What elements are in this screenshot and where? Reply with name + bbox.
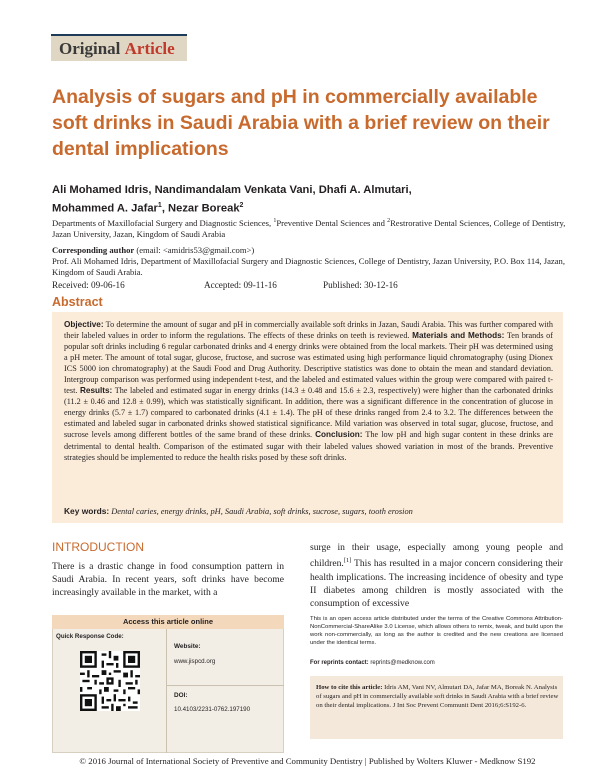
corresponding-label: Corresponding author (52, 245, 135, 255)
corresponding-author (52, 245, 572, 279)
reprints-contact (310, 660, 435, 666)
authors-line-1: Ali Mohamed Idris, Nandimandalam Venkata Vani, Dhafi A. Almutari, (52, 184, 412, 196)
article-type-label (59, 39, 175, 59)
cite-text (316, 683, 559, 710)
intro-col2-rest: This has resulted in a major concern considering their health implications. The increasing incidence of obesity and type II diabetes among children is mostly associated with the consumption of excessive (310, 558, 563, 609)
methods-label: Materials and Methods: (412, 331, 505, 341)
keywords (64, 506, 553, 516)
results-text: The labeled and estimated sugar in energy drinks (14.3 ± 0.48 and 15.6 ± 2.3, respectively) were higher than the carbonated drinks (11.2 ± 0.46 and 12.8 ± 0.99), which was statistically significant. In addition, there was a significant difference in the concentration of glucose in energy drinks (5.7 ± 1.7) compared to carbonated drinks (4.1 ± 1.4). The pH of these drinks ranged from 2.4 to 3.2. The differences between the estimated and labeled sugar in carbonated drinks showed statistical significance. Mild variation was observed in total sugar, glucose, fructose, and sucrose levels among different bottles of the same brand of these drinks. (64, 386, 553, 440)
accepted-date: Accepted: 09-11-16 (204, 280, 277, 290)
license-text: This is an open access article distributed under the terms of the Creative Commons Attribution-NonCommercial-ShareAlike 3.0 License, which allows others to remix, tweak, and build upon the work non-commercially, as long as the author is credited and the new creations are licensed under the identical terms. (310, 616, 563, 646)
access-box-row-divider (166, 685, 284, 686)
access-box-heading: Access this article online (52, 615, 284, 629)
affiliation-sup-1: 1 (273, 218, 277, 224)
page-footer: © 2016 Journal of International Society of Preventive and Community Dentistry | Published by Wolters Kluwer - Medknow S192 (79, 756, 536, 766)
affiliations (52, 216, 572, 240)
affiliation-1: Departments of Maxillofacial Surgery and Diagnostic Sciences, (52, 217, 272, 228)
article-type-tag (51, 34, 187, 61)
affiliation-sup-2: 2 (387, 218, 391, 224)
website-link[interactable]: www.jispcd.org (174, 658, 216, 665)
results-label: Results: (79, 386, 113, 396)
intro-column-1: There is a drastic change in food consumption pattern in Saudi Arabia. In recent years, soft drinks have become increasingly available in the market, with a (52, 561, 284, 599)
received-date: Received: 09-06-16 (52, 280, 125, 290)
qr-code-label: Quick Response Code: (56, 633, 124, 640)
objective-label: Objective: (64, 320, 104, 329)
reprints-label: For reprints contact: (310, 660, 369, 666)
keywords-text: Dental caries, energy drinks, pH, Saudi Arabia, soft drinks, sucrose, sugars, tooth erosion (111, 507, 413, 516)
abstract-text (64, 319, 553, 463)
published-date: Published: 30-12-16 (323, 280, 398, 290)
reprints-email[interactable]: reprints@medknow.com (370, 660, 435, 666)
author-list (52, 183, 572, 217)
conclusion-label: Conclusion: (315, 430, 363, 440)
keywords-label: Key words: (64, 506, 110, 516)
doi-link[interactable]: 10.4103/2231-0762.197190 (174, 706, 251, 713)
conclusion-text: The low pH and high sugar content in these drinks are detrimental to dental health. Comparison of the estimated sugar with their labeled values showed variation in most of the brands. Preventive strategies should be implemented to reduce the health risks posed by these soft drinks. (64, 430, 553, 462)
citation-1[interactable]: [1] (343, 557, 352, 565)
doi-label: DOI: (174, 692, 188, 699)
corresponding-address: Prof. Ali Mohamed Idris, Department of Maxillofacial Surgery and Diagnostic Sciences, College of Dentistry, Jazan University, P.O. Box 114, Jazan, Kingdom of Saudi Arabia. (52, 256, 565, 278)
author-jafar: Mohammed A. Jafar (52, 202, 158, 215)
corresponding-email[interactable]: (email: <amidris53@gmail.com>) (136, 245, 255, 255)
affiliation-3: Restrorative Dental Sciences, College of Dentistry, Jazan University, Jazan, Kingdom of Saudi Arabia (52, 217, 566, 240)
affiliation-2: Preventive Dental Sciences and (276, 217, 385, 228)
website-label: Website: (174, 643, 201, 650)
author-boreak: , Nezar Boreak (161, 202, 240, 215)
introduction-heading: INTRODUCTION (52, 540, 144, 554)
intro-column-2 (310, 541, 563, 610)
qr-code-icon[interactable] (80, 651, 140, 711)
abstract-heading: Abstract (52, 295, 103, 309)
tag-word-article: Article (124, 39, 175, 58)
objective-text: To determine the amount of sugar and pH in commercially available soft drinks in Jazan, Saudi Arabia. This was further compared with their labeled values in order to inform the regulations. The effects of these drinks on teeth is reviewed. (64, 320, 554, 341)
author-sup-1: 1 (157, 202, 162, 209)
methods-text: Ten brands of popular soft drinks including 6 regular carbonated drinks and 4 energy drinks were obtained from the local markets. Their pH was determined using a pH meter. The amount of total sugar, glucose, fructose, and sucrose was estimated using high performance liquid chromatography (using Dionex ICS 5000 ion chromatography) at the Saudi Food and Drug Authority. Descriptive statistics was done to obtain the mean and standard deviation. Intergroup comparison was performed using independent t-test, and the labeled and estimated values within the group were compared with paired t-test. (64, 331, 553, 396)
cite-label: How to cite this article: (316, 684, 383, 691)
tag-word-original: Original (59, 39, 121, 58)
article-title: Analysis of sugars and pH in commercially available soft drinks in Saudi Arabia with a brief review on their dental implications (52, 86, 550, 160)
access-box-divider (166, 629, 167, 753)
intro-col2-text: surge in their usage, especially among young people and children. (310, 542, 563, 570)
authors-line-2 (52, 198, 572, 217)
author-sup-2: 2 (239, 202, 244, 209)
cite-body: Idris AM, Vani NV, Almutari DA, Jafar MA, Boreak N. Analysis of sugars and pH in commercially available soft drinks in Saudi Arabia with a brief review on their dental implications. J Int Soc Prevent Communit Dent 2016;6:S192-6. (316, 684, 559, 710)
